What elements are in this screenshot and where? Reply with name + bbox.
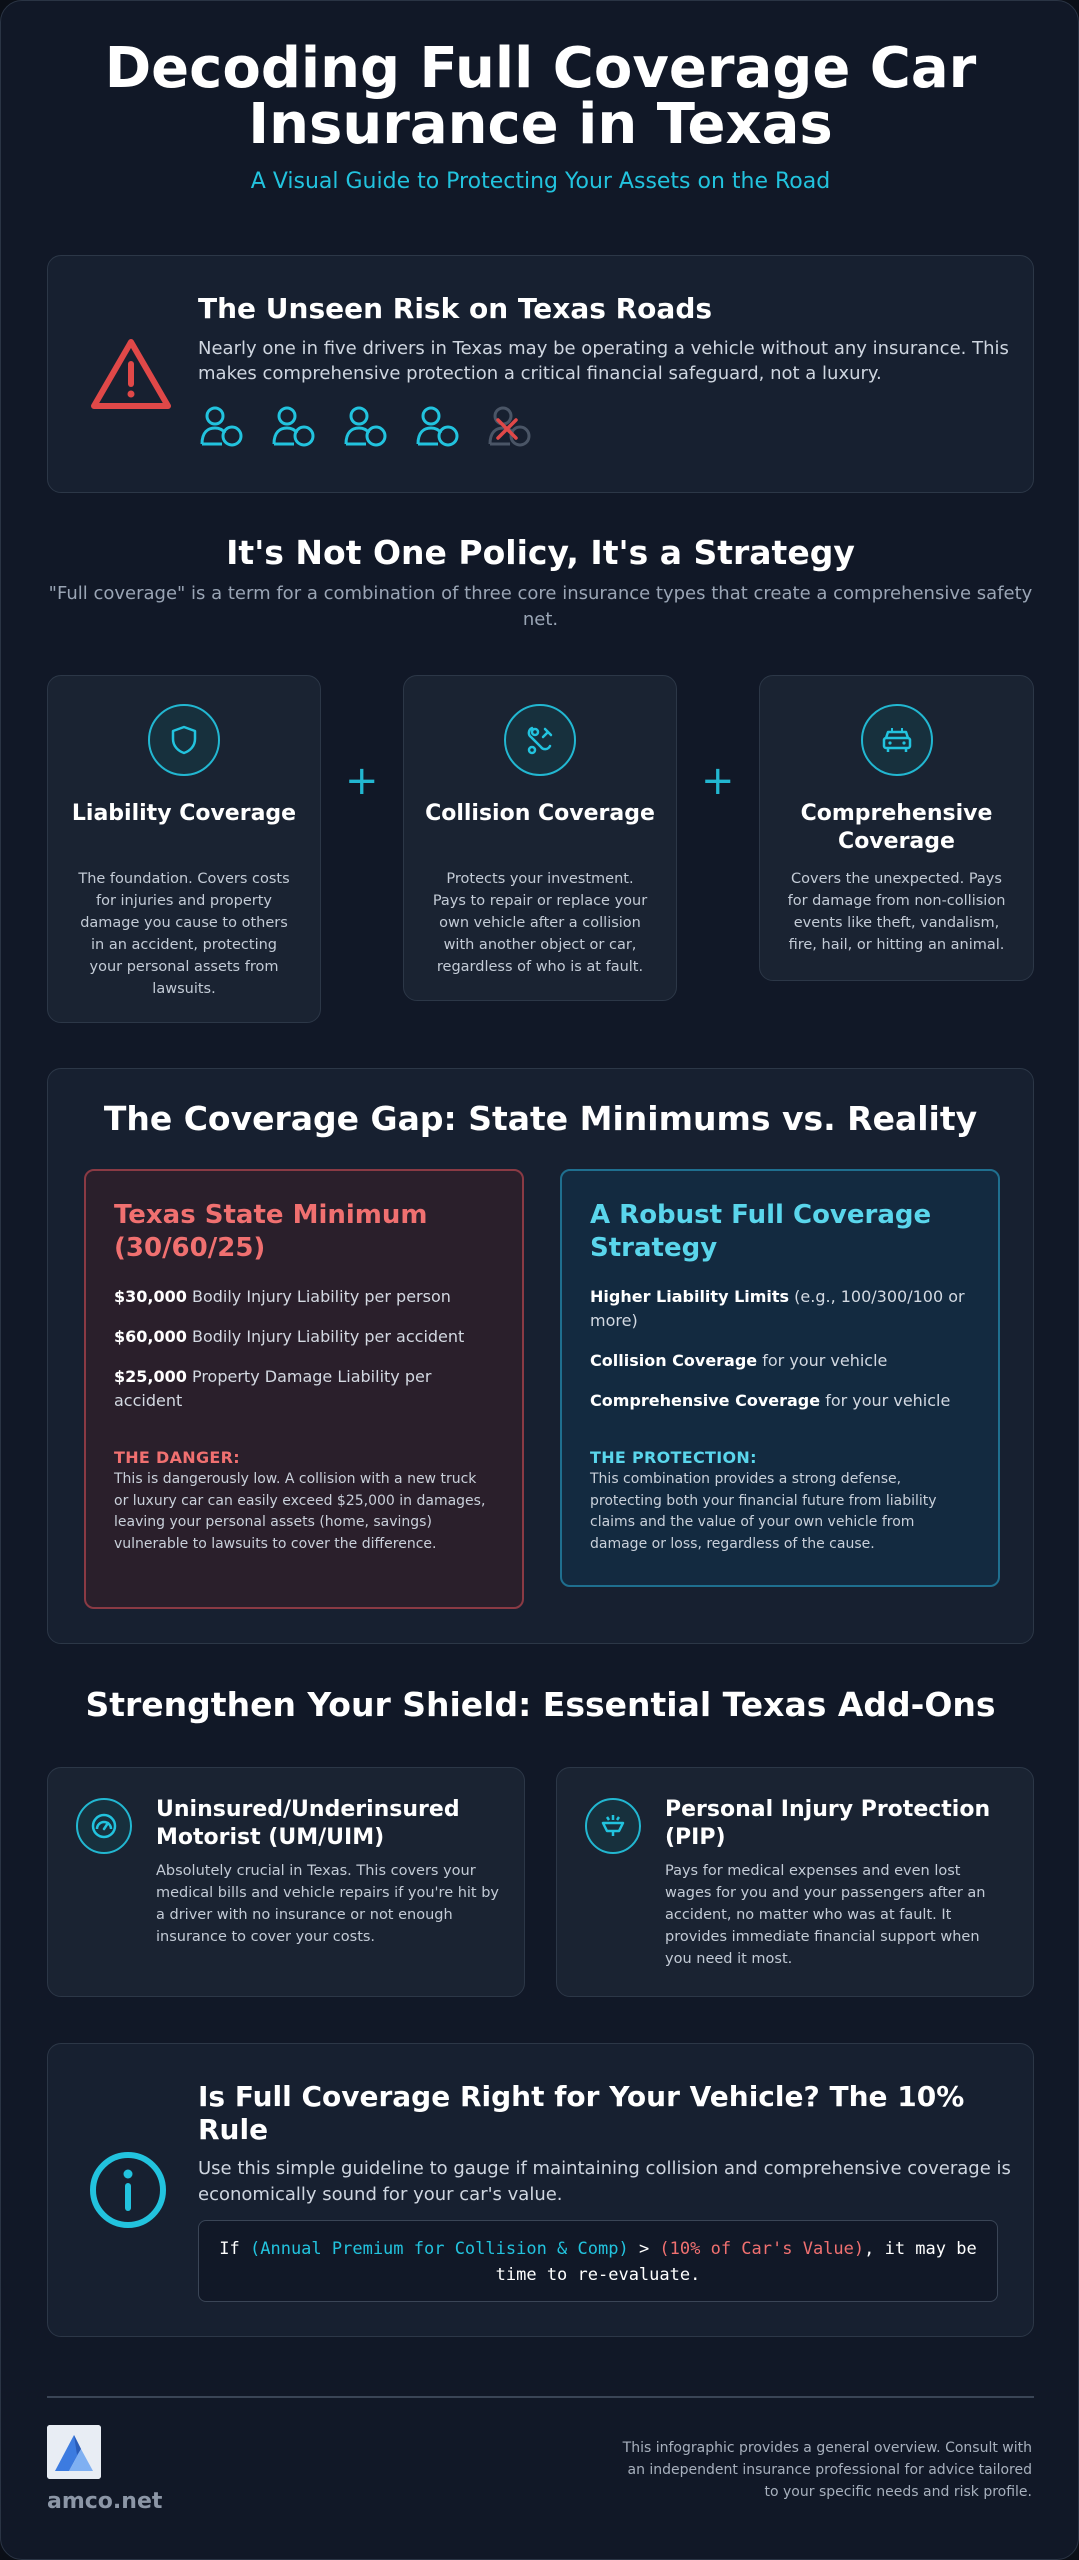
plus-sign: +: [701, 758, 735, 804]
car-icon: [861, 704, 933, 776]
pillar-title: Collision Coverage: [425, 801, 655, 826]
robust-strategy-box: [560, 1169, 1000, 1587]
shield-icon: [148, 704, 220, 776]
speedometer-icon: [76, 1798, 132, 1854]
pillar-liability: [47, 675, 321, 1023]
addon-title: Personal Injury Protection (PIP): [665, 1797, 991, 1850]
disclaimer-text: This infographic provides a general overview. Consult with an independent insurance professional for advice tailored to your specific needs and risk profile.: [622, 2440, 1032, 2500]
addon-text: Absolutely crucial in Texas. This covers your medical bills and vehicle repairs if you're hit by a driver with no insurance or not enough insurance to cover your costs.: [156, 1863, 500, 1945]
robust-item: Collision Coverage for your vehicle: [590, 1351, 888, 1370]
pillar-collision: [403, 675, 677, 1001]
page-title: Decoding Full Coverage Car Insurance in Texas: [104, 36, 977, 157]
ten-percent-rule-card: [47, 2043, 1034, 2337]
medical-icon: [585, 1798, 641, 1854]
coverage-gap-title: The Coverage Gap: State Minimums vs. Reality: [103, 1099, 978, 1138]
addon-title: Uninsured/Underinsured Motorist (UM/UIM): [156, 1797, 460, 1850]
formula-car-value: (10% of Car's Value): [659, 2239, 865, 2259]
person-pair-icon: [270, 404, 318, 452]
protection-text: This combination provides a strong defense, protecting both your financial future from liability claims and the value of your own vehicle from damage or loss, regardless of the cause.: [590, 1471, 937, 1552]
brand-name: amco.net: [47, 2489, 163, 2514]
info-icon: [88, 2150, 168, 2230]
pillar-comprehensive: [759, 675, 1034, 981]
state-minimum-box: [84, 1169, 524, 1609]
rule-title: Is Full Coverage Right for Your Vehicle? The 10% Rule: [198, 2080, 965, 2146]
strategy-title: It's Not One Policy, It's a Strategy: [226, 533, 855, 572]
danger-text: This is dangerously low. A collision with a new truck or luxury car can easily exceed $25,000 in damages, leaving your personal assets (home, savings) vulnerable to lawsuits to cover the difference.: [114, 1471, 486, 1552]
plus-sign: +: [345, 758, 379, 804]
formula-premium: (Annual Premium for Collision & Comp): [250, 2239, 629, 2259]
risk-text: Nearly one in five drivers in Texas may be operating a vehicle without any insurance. This makes comprehensive protection a critical financial safeguard, not a luxury.: [198, 338, 1009, 384]
risk-people-row: [198, 404, 534, 452]
robust-item: Higher Liability Limits (e.g., 100/300/100 or more): [590, 1287, 965, 1330]
state-minimum-title: Texas State Minimum (30/60/25): [114, 1200, 428, 1263]
footer-divider: [47, 2396, 1034, 2398]
page-subtitle: A Visual Guide to Protecting Your Assets on the Road: [250, 169, 831, 194]
risk-title: The Unseen Risk on Texas Roads: [198, 292, 713, 325]
pillar-text: The foundation. Covers costs for injuries and property damage you cause to others in an accident, protecting your personal assets from lawsuits.: [78, 871, 290, 997]
person-pair-icon: [414, 404, 462, 452]
warning-icon: [88, 336, 174, 412]
person-pair-icon: [342, 404, 390, 452]
pillar-text: Protects your investment. Pays to repair or replace your own vehicle after a collision with another object or car, regardless of who is at fault.: [432, 871, 648, 975]
person-pair-icon: [198, 404, 246, 452]
pillar-text: Covers the unexpected. Pays for damage from non-collision events like theft, vandalism, fire, hail, or hitting an animal.: [787, 871, 1006, 953]
risk-card: [47, 255, 1034, 493]
coverage-gap-card: [47, 1068, 1034, 1644]
addon-pip: [556, 1767, 1034, 1997]
addon-text: Pays for medical expenses and even lost wages for you and your passengers after an accident, no matter who was at fault. It provides immediate financial support when you need it most.: [665, 1863, 986, 1967]
danger-label: THE DANGER:: [114, 1448, 240, 1467]
robust-item: Comprehensive Coverage for your vehicle: [590, 1391, 951, 1410]
pillar-title: Liability Coverage: [71, 801, 297, 826]
logo-icon: [47, 2425, 101, 2479]
minimum-item: $60,000 Bodily Injury Liability per accident: [114, 1327, 465, 1346]
rule-text: Use this simple guideline to gauge if maintaining collision and comprehensive coverage is economically sound for your car's value.: [198, 2158, 1011, 2205]
addon-um-uim: [47, 1767, 525, 1997]
person-pair-crossed-icon: [486, 404, 534, 452]
minimum-item: $25,000 Property Damage Liability per accident: [114, 1367, 432, 1410]
protection-label: THE PROTECTION:: [590, 1448, 757, 1467]
robust-strategy-title: A Robust Full Coverage Strategy: [590, 1200, 932, 1263]
minimum-item: $30,000 Bodily Injury Liability per person: [114, 1287, 451, 1306]
wrench-icon: [504, 704, 576, 776]
pillar-title: Comprehensive Coverage: [800, 801, 993, 854]
rule-formula: If (Annual Premium for Collision & Comp) > (10% of Car's Value), it may be time to re-evaluate.: [198, 2220, 998, 2302]
addons-title: Strengthen Your Shield: Essential Texas Add-Ons: [85, 1685, 996, 1724]
strategy-subtitle: "Full coverage" is a term for a combination of three core insurance types that create a comprehensive safety net.: [48, 583, 1033, 630]
